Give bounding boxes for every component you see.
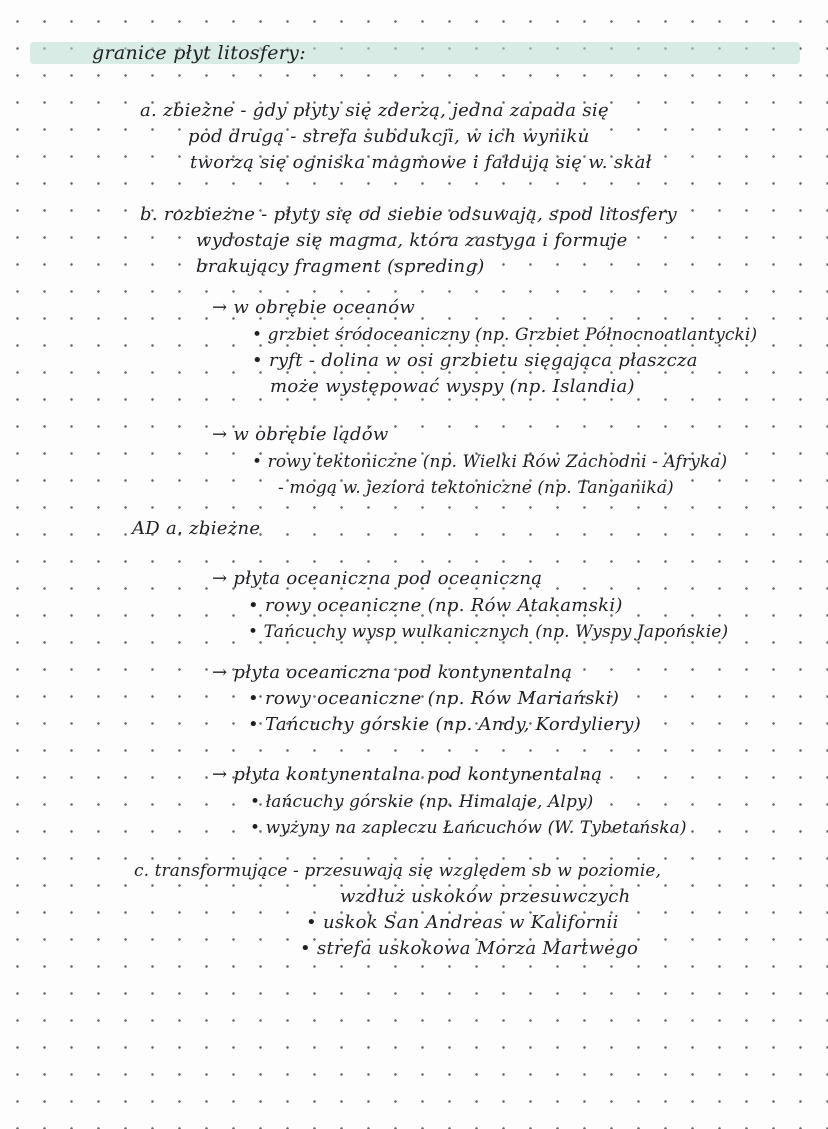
lands-item-1: • rowy tektoniczne (np. Wielki Rów Zachodni - Afryka) [252,452,728,472]
section-a-line-3: tworzą się ogniska magmowe i fałdują się w. skał [190,152,652,173]
group-1-item-1: • rowy oceaniczne (np. Rów Atakamski) [248,595,623,616]
section-b-line-1: b. rozbieżne - płyty się od siebie odsuwają, spod litosfery [140,204,678,225]
section-c-item-1: • uskok San Andreas w Kalifornii [306,912,619,933]
group-3-item-2: • wyżyny na zapleczu Łańcuchów (W. Tybetańska) [250,818,687,838]
page-title: granice płyt litosfery: [92,42,306,64]
oceans-heading: → w obrębie oceanów [212,297,416,318]
group-1-item-2: • Tańcuchy wysp wulkanicznych (np. Wyspy Japońskie) [248,622,729,642]
section-a-line-1: a. zbieżne - gdy płyty się zderzą, jedna zapada się [140,100,609,121]
section-c-item-2: • strefa uskokowa Morza Martwego [300,938,639,959]
group-2-heading: → płyta oceaniczna pod kontynentalną [212,662,573,683]
section-c-line-2: wzdłuż uskoków przesuwczych [340,886,631,907]
section-a-line-2: pod drugą - strefa subdukcji, w ich wyniku [188,126,590,147]
lands-item-2: - mogą w. jeziora tektoniczne (np. Tanganika) [278,478,674,498]
group-1-heading: → płyta oceaniczna pod oceaniczną [212,568,543,589]
section-b-line-2: wydostaje się magma, która zastyga i formuje [196,230,628,251]
group-2-item-1: • rowy oceaniczne (np. Rów Mariański) [248,688,620,709]
section-c-line-1: c. transformujące - przesuwają się względem sb w poziomie, [134,861,662,881]
oceans-item-3: może występować wyspy (np. Islandia) [270,376,635,397]
oceans-item-2: • ryft - dolina w osi grzbietu sięgająca płaszcza [252,350,698,371]
lands-heading: → w obrębie lądów [212,424,389,445]
group-3-heading: → płyta kontynentalna pod kontynentalną [212,764,603,785]
oceans-item-1: • grzbiet śródoceaniczny (np. Grzbiet Północnoatlantycki) [252,325,758,345]
group-3-item-1: • łańcuchy górskie (np. Himalaje, Alpy) [250,792,594,812]
group-2-item-2: • Tańcuchy górskie (np. Andy, Kordyliery) [248,714,642,735]
ad-a-heading: AD a. zbieżne [132,518,261,539]
section-b-line-3: brakujący fragment (spreding) [196,256,485,277]
